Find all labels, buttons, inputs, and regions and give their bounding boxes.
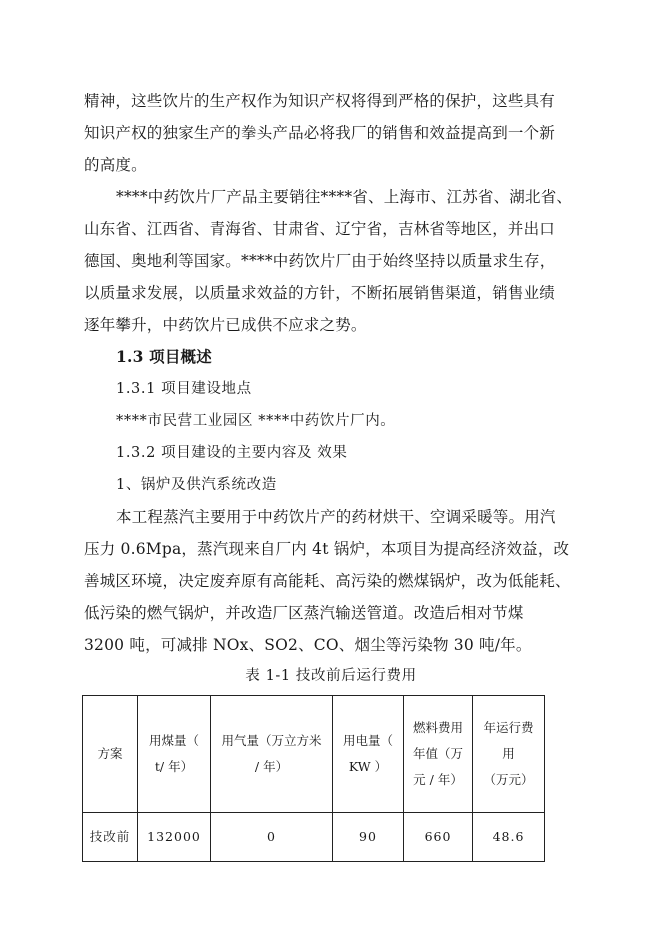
paragraph-line: 山东省、江西省、青海省、甘肃省、辽宁省，吉林省等地区，并出口 — [84, 220, 556, 238]
paragraph-line: ****中药饮片厂产品主要销往****省、上海市、江苏省、湖北省、 — [116, 188, 573, 206]
cell-coal: 132000 — [138, 813, 211, 862]
paragraph-line: 知识产权的独家生产的拳头产品必将我厂的销售和效益提高到一个新 — [84, 124, 556, 142]
header-coal: 用煤量（ t/ 年） — [138, 696, 211, 813]
table-row — [83, 813, 545, 862]
item-heading: 1、锅炉及供汽系统改造 — [116, 477, 277, 493]
cell-power: 90 — [333, 813, 404, 862]
paragraph-line: ****市民营工业园区 ****中药饮片厂内。 — [116, 413, 396, 429]
paragraph-line: 逐年攀升，中药饮片已成供不应求之势。 — [84, 316, 367, 334]
paragraph-line: 本工程蒸汽主要用于中药饮片产的药材烘干、空调采暖等。用汽 — [116, 508, 556, 526]
cell-fuel-cost: 660 — [404, 813, 473, 862]
cell-gas: 0 — [211, 813, 333, 862]
header-gas: 用气量（万立方米 / 年） — [211, 696, 333, 813]
paragraph-line: 低污染的燃气锅炉，并改造厂区蒸汽输送管道。改造后相对节煤 — [84, 604, 524, 622]
paragraph-line: 压力 0.6Mpa，蒸汽现来自厂内 4t 锅炉，本项目为提高经济效益，改 — [84, 540, 570, 558]
paragraph-line: 3200 吨，可减排 NOx、SO2、CO、烟尘等污染物 30 吨/年。 — [84, 636, 532, 654]
subsection-heading: 1.3.1 项目建设地点 — [116, 381, 252, 397]
header-power: 用电量（ KW ） — [333, 696, 404, 813]
header-scheme: 方案 — [83, 696, 138, 813]
cell-scheme: 技改前 — [83, 813, 138, 862]
table-header-row — [83, 696, 545, 813]
operating-cost-table — [82, 695, 545, 862]
header-annual-cost: 年运行费 用 （万元） — [473, 696, 545, 813]
paragraph-line: 的高度。 — [84, 156, 147, 174]
header-fuel-cost: 燃料费用 年值（万 元 / 年） — [404, 696, 473, 813]
table-caption: 表 1-1 技改前后运行费用 — [245, 668, 417, 684]
paragraph-line: 以质量求发展，以质量求效益的方针，不断拓展销售渠道，销售业绩 — [84, 284, 556, 302]
cell-annual-cost: 48.6 — [473, 813, 545, 862]
paragraph-line: 善城区环境，决定废弃原有高能耗、高污染的燃煤锅炉，改为低能耗、 — [84, 572, 571, 590]
subsection-heading: 1.3.2 项目建设的主要内容及 效果 — [116, 445, 348, 461]
paragraph-line: 精神，这些饮片的生产权作为知识产权将得到严格的保护，这些具有 — [84, 92, 556, 110]
paragraph-line: 德国、奥地利等国家。****中药饮片厂由于始终坚持以质量求生存， — [84, 252, 556, 270]
section-heading: 1.3 项目概述 — [116, 347, 212, 366]
